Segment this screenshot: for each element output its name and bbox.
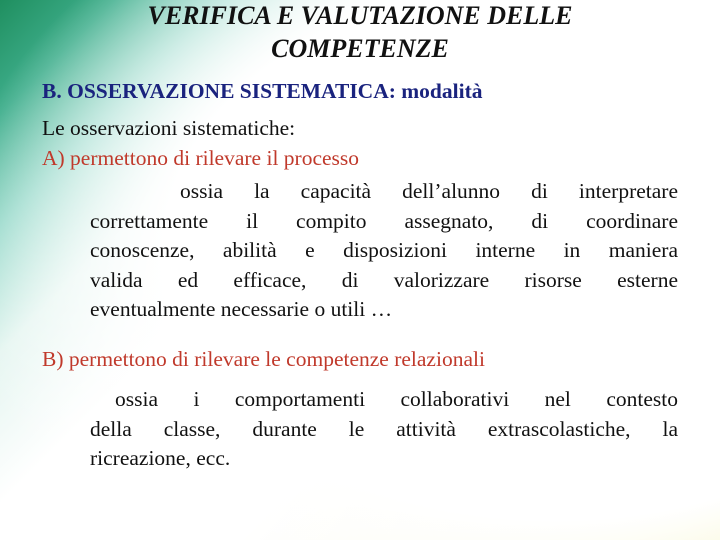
section-subtitle: B. OSSERVAZIONE SISTEMATICA: modalità — [42, 79, 483, 103]
point-a-line: valida ed efficace, di valorizzare risorse esterne — [90, 267, 678, 292]
slide-title-line-1: VERIFICA E VALUTAZIONE DELLE — [147, 1, 573, 30]
point-b-line: ossia i comportamenti collaborativi nel contesto — [115, 387, 678, 411]
point-b-heading: B) permettono di rilevare le competenze relazionali — [42, 347, 485, 371]
point-a-line: ossia la capacità dell’alunno di interpretare — [180, 179, 678, 203]
point-a-line: conoscenze, abilità e disposizioni interne in maniera — [90, 238, 678, 262]
point-a-description — [90, 177, 678, 325]
slide-title-line-2: COMPETENZE — [271, 34, 449, 63]
point-b-line: ricreazione, ecc. — [90, 446, 231, 470]
point-b-description — [90, 385, 678, 474]
point-b-line: della classe, durante le attività extrascolastiche, la — [90, 416, 678, 441]
intro-text: Le osservazioni sistematiche: — [42, 116, 296, 140]
point-a-line: eventualmente necessarie o utili … — [90, 297, 393, 321]
point-a-line: correttamente il compito assegnato, di coordinare — [90, 208, 678, 233]
point-a-heading: A) permettono di rilevare il processo — [42, 146, 360, 170]
